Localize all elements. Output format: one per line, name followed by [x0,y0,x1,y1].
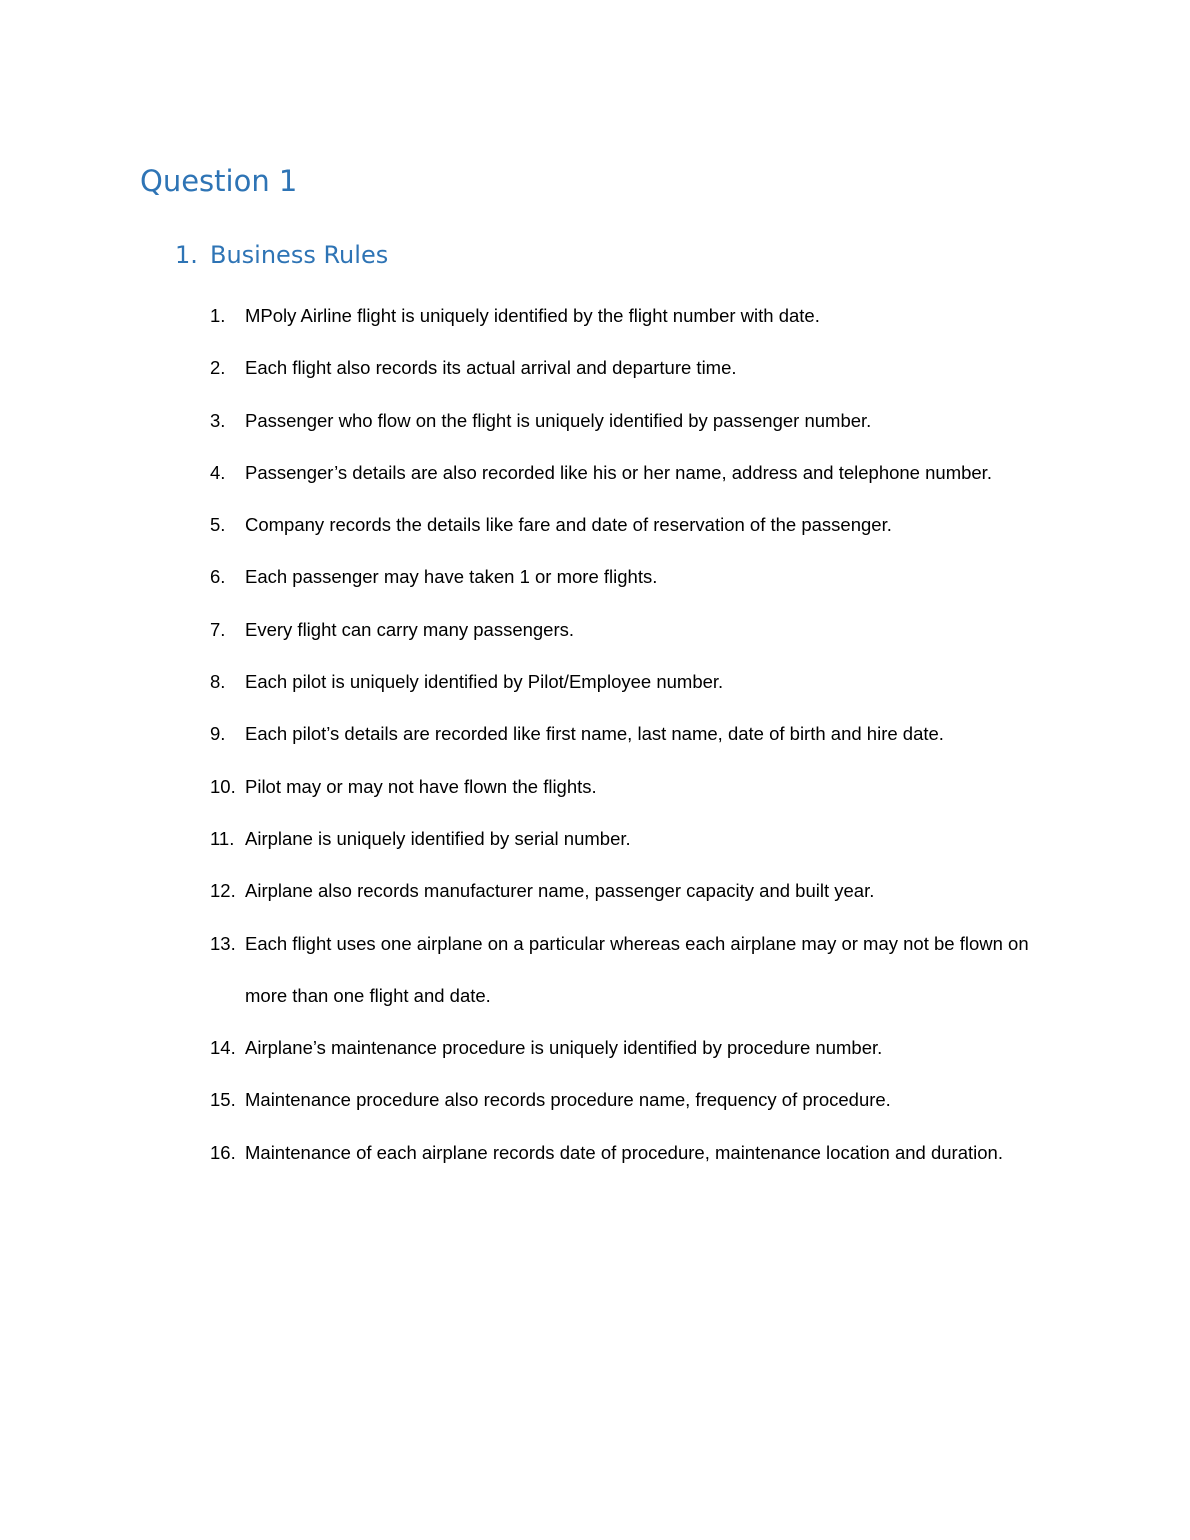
list-item-number: 16. [210,1141,236,1163]
list-item [210,813,1060,865]
list-item-number: 8. [210,671,226,693]
list-item [210,499,1060,551]
section-number: 1. [175,241,198,269]
list-item-text: Each flight also records its actual arrival and departure time. [245,357,737,379]
list-item-text: Passenger’s details are also recorded like his or her name, address and telephone number. [245,461,992,483]
list-item [210,761,1060,813]
list-item-text: Each pilot’s details are recorded like first name, last name, date of birth and hire date. [245,723,944,745]
list-item-text: MPoly Airline flight is uniquely identified by the flight number with date. [245,305,820,326]
list-item-number: 15. [210,1089,236,1111]
list-item-number: 12. [210,880,236,902]
list-item-text: Pilot may or may not have flown the flights. [245,775,597,797]
list-item-number: 4. [210,461,226,483]
list-item [210,1022,1060,1074]
list-item [210,708,1060,760]
list-item-number: 7. [210,618,226,640]
list-item-number: 2. [210,357,226,379]
list-item-text: Airplane also records manufacturer name, passenger capacity and built year. [245,880,875,902]
list-item-text: Each passenger may have taken 1 or more flights. [245,566,658,588]
list-item [210,447,1060,499]
list-item-number: 3. [210,409,226,431]
list-item-number: 1. [210,305,226,326]
list-item-text: Airplane’s maintenance procedure is uniquely identified by procedure number. [245,1037,883,1059]
list-item [210,656,1060,708]
list-item-text: Passenger who flow on the flight is uniquely identified by passenger number. [245,409,872,431]
list-item-number: 13. [210,932,236,954]
list-item-number: 11. [210,827,235,849]
list-item-number: 6. [210,566,226,588]
list-item-number: 14. [210,1037,236,1059]
list-item [210,865,1060,917]
list-item [210,395,1060,447]
list-item [210,1127,1060,1179]
list-item-number: 5. [210,514,226,536]
list-item [210,918,1060,1023]
list-item-text: Every flight can carry many passengers. [245,618,575,640]
list-item [210,342,1060,394]
list-item-text: Maintenance procedure also records procedure name, frequency of procedure. [245,1089,891,1111]
section-heading [175,238,388,272]
list-item [210,551,1060,603]
section-title: Business Rules [210,241,389,269]
page-title: Question 1 [140,164,298,198]
list-item [210,604,1060,656]
business-rules-list [210,290,1060,1179]
list-item-text: Company records the details like fare and date of reservation of the passenger. [245,514,892,536]
list-item-number: 9. [210,723,226,745]
list-item-text: Each flight uses one airplane on a particular whereas each airplane may or may not be flown on more than one flight and date. [245,932,1029,1006]
list-item-text: Maintenance of each airplane records date of procedure, maintenance location and duration. [245,1141,1003,1163]
list-item-text: Each pilot is uniquely identified by Pilot/Employee number. [245,671,724,693]
list-item-number: 10. [210,775,236,797]
list-item [210,290,1060,342]
list-item [210,1074,1060,1126]
list-item-text: Airplane is uniquely identified by serial number. [245,827,631,849]
